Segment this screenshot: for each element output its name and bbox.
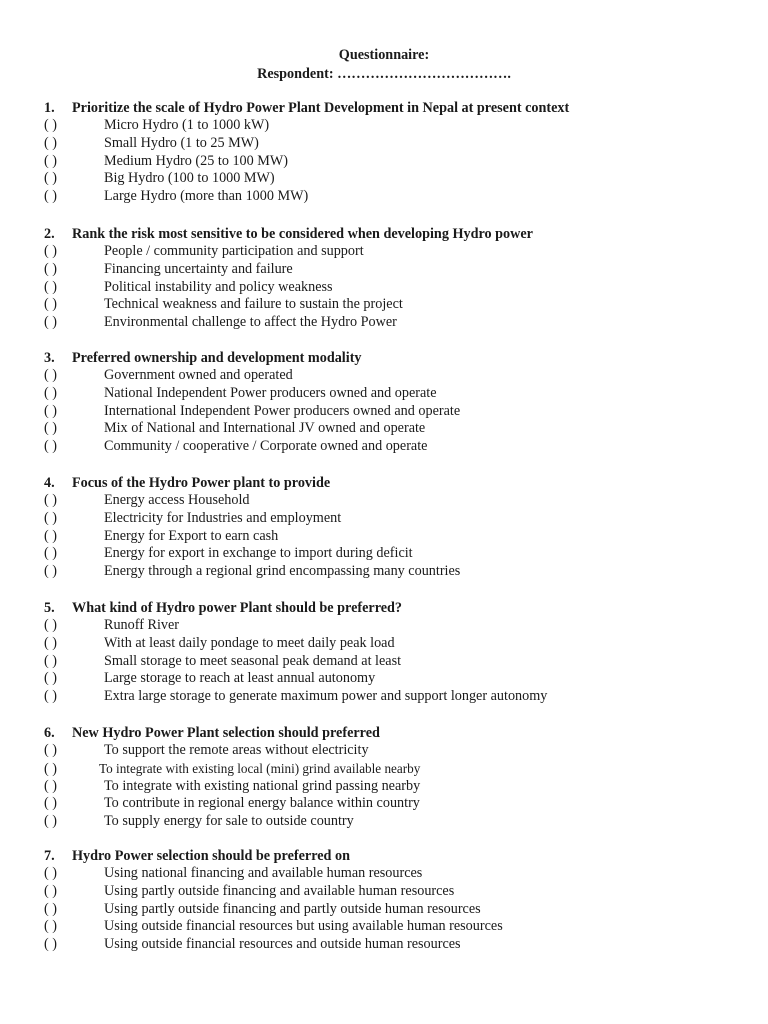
question-title bbox=[44, 599, 744, 617]
document-title: Questionnaire: bbox=[338, 47, 430, 63]
question-5 bbox=[44, 599, 744, 706]
option-row bbox=[44, 279, 744, 297]
option-checkbox[interactable]: ( ) bbox=[44, 314, 57, 330]
option-label: Energy access Household bbox=[104, 492, 250, 508]
question-number: 4. bbox=[44, 475, 55, 491]
option-row bbox=[44, 883, 744, 901]
question-number: 6. bbox=[44, 725, 55, 741]
option-label: Large storage to reach at least annual autonomy bbox=[104, 670, 376, 687]
option-label: People / community participation and support bbox=[104, 243, 364, 259]
option-row bbox=[44, 153, 744, 171]
option-checkbox[interactable]: ( ) bbox=[44, 936, 57, 952]
option-label: Big Hydro (100 to 1000 MW) bbox=[104, 170, 275, 187]
option-label: Government owned and operated bbox=[104, 367, 293, 383]
option-row bbox=[44, 617, 744, 635]
option-checkbox[interactable]: ( ) bbox=[44, 670, 57, 687]
option-row bbox=[44, 510, 744, 528]
option-label: Technical weakness and failure to sustain the project bbox=[104, 296, 403, 313]
option-label: To support the remote areas without electricity bbox=[104, 742, 369, 758]
option-label: Energy for export in exchange to import during deficit bbox=[104, 545, 413, 562]
question-number: 2. bbox=[44, 226, 55, 242]
question-text: Hydro Power selection should be preferred on bbox=[72, 848, 350, 864]
option-checkbox[interactable]: ( ) bbox=[44, 278, 57, 295]
question-text: Focus of the Hydro Power plant to provide bbox=[72, 475, 331, 491]
option-checkbox[interactable]: ( ) bbox=[44, 170, 57, 187]
option-row bbox=[44, 936, 744, 954]
question-title bbox=[44, 847, 744, 865]
option-checkbox[interactable]: ( ) bbox=[44, 617, 57, 633]
question-text: Preferred ownership and development modality bbox=[72, 350, 362, 366]
option-label: Extra large storage to generate maximum power and support longer autonomy bbox=[104, 688, 548, 704]
option-checkbox[interactable]: ( ) bbox=[44, 402, 57, 419]
option-checkbox[interactable]: ( ) bbox=[44, 384, 57, 401]
option-row bbox=[44, 545, 744, 563]
option-checkbox[interactable]: ( ) bbox=[44, 563, 57, 579]
option-row bbox=[44, 243, 744, 261]
question-text: New Hydro Power Plant selection should preferred bbox=[72, 725, 380, 741]
question-title bbox=[44, 349, 744, 367]
option-checkbox[interactable]: ( ) bbox=[44, 545, 57, 562]
option-row bbox=[44, 438, 744, 456]
option-row bbox=[44, 901, 744, 919]
question-text: What kind of Hydro power Plant should be preferred? bbox=[72, 600, 403, 616]
option-label: Using outside financial resources and outside human resources bbox=[104, 936, 461, 952]
option-label: Environmental challenge to affect the Hydro Power bbox=[104, 314, 397, 330]
option-row bbox=[44, 742, 744, 760]
option-row bbox=[44, 188, 744, 206]
option-row bbox=[44, 261, 744, 279]
option-checkbox[interactable]: ( ) bbox=[44, 777, 57, 794]
option-label: With at least daily pondage to meet daily peak load bbox=[104, 634, 395, 651]
option-row bbox=[44, 528, 744, 546]
question-7 bbox=[44, 847, 744, 954]
option-checkbox[interactable]: ( ) bbox=[44, 882, 57, 899]
question-1 bbox=[44, 99, 744, 206]
document-header bbox=[0, 46, 768, 84]
option-row bbox=[44, 813, 744, 831]
question-title bbox=[44, 724, 744, 742]
option-row bbox=[44, 865, 744, 883]
option-checkbox[interactable]: ( ) bbox=[44, 438, 57, 454]
option-row bbox=[44, 760, 744, 778]
respondent-label: Respondent: bbox=[257, 66, 334, 82]
option-row bbox=[44, 492, 744, 510]
option-label: Using outside financial resources but using available human resources bbox=[104, 918, 503, 935]
option-label: Community / cooperative / Corporate owned and operate bbox=[104, 438, 428, 454]
option-label: Small storage to meet seasonal peak demand at least bbox=[104, 652, 402, 669]
respondent-line bbox=[0, 65, 768, 84]
option-row bbox=[44, 795, 744, 813]
option-row bbox=[44, 403, 744, 421]
option-row bbox=[44, 635, 744, 653]
option-label: Using partly outside financing and partly outside human resources bbox=[104, 900, 481, 917]
option-checkbox[interactable]: ( ) bbox=[44, 152, 57, 169]
option-row bbox=[44, 385, 744, 403]
option-label: Micro Hydro (1 to 1000 kW) bbox=[104, 117, 270, 133]
option-checkbox[interactable]: ( ) bbox=[44, 367, 57, 383]
question-number: 1. bbox=[44, 100, 55, 116]
option-row bbox=[44, 778, 744, 796]
option-checkbox[interactable]: ( ) bbox=[44, 760, 57, 777]
option-checkbox[interactable]: ( ) bbox=[44, 260, 57, 277]
option-label: To integrate with existing local (mini) grind available nearby bbox=[99, 760, 421, 776]
option-checkbox[interactable]: ( ) bbox=[44, 865, 57, 881]
option-label: Financing uncertainty and failure bbox=[104, 260, 293, 277]
option-checkbox[interactable]: ( ) bbox=[44, 492, 57, 508]
option-row bbox=[44, 563, 744, 581]
option-row bbox=[44, 420, 744, 438]
option-row bbox=[44, 314, 744, 332]
question-title bbox=[44, 99, 744, 117]
respondent-blank: ………………………………. bbox=[337, 66, 511, 82]
option-label: Using partly outside financing and available human resources bbox=[104, 882, 455, 899]
question-title bbox=[44, 474, 744, 492]
option-checkbox[interactable]: ( ) bbox=[44, 900, 57, 917]
question-text: Prioritize the scale of Hydro Power Plant Development in Nepal at present context bbox=[72, 100, 570, 116]
question-4 bbox=[44, 474, 744, 581]
option-label: To supply energy for sale to outside country bbox=[104, 813, 354, 829]
option-row bbox=[44, 170, 744, 188]
option-label: Energy through a regional grind encompassing many countries bbox=[104, 563, 461, 579]
option-row bbox=[44, 135, 744, 153]
option-checkbox[interactable]: ( ) bbox=[44, 813, 57, 829]
question-2 bbox=[44, 225, 744, 332]
option-label: Electricity for Industries and employment bbox=[104, 509, 342, 526]
option-label: Large Hydro (more than 1000 MW) bbox=[104, 188, 309, 204]
option-row bbox=[44, 296, 744, 314]
option-row bbox=[44, 653, 744, 671]
question-number: 7. bbox=[44, 848, 55, 864]
option-label: To contribute in regional energy balance within country bbox=[104, 795, 420, 812]
option-checkbox[interactable]: ( ) bbox=[44, 243, 57, 259]
option-row bbox=[44, 117, 744, 135]
question-text: Rank the risk most sensitive to be considered when developing Hydro power bbox=[72, 226, 533, 242]
option-checkbox[interactable]: ( ) bbox=[44, 652, 57, 669]
option-checkbox[interactable]: ( ) bbox=[44, 134, 57, 151]
option-label: Small Hydro (1 to 25 MW) bbox=[104, 134, 259, 151]
option-checkbox[interactable]: ( ) bbox=[44, 918, 57, 935]
option-label: International Independent Power producers owned and operate bbox=[104, 402, 461, 419]
option-checkbox[interactable]: ( ) bbox=[44, 634, 57, 651]
option-checkbox[interactable]: ( ) bbox=[44, 742, 57, 758]
option-label: To integrate with existing national grind passing nearby bbox=[104, 777, 421, 794]
question-6 bbox=[44, 724, 744, 831]
question-3 bbox=[44, 349, 744, 456]
option-row bbox=[44, 367, 744, 385]
option-label: Using national financing and available human resources bbox=[104, 865, 423, 881]
option-label: Runoff River bbox=[104, 617, 180, 633]
option-label: Energy for Export to earn cash bbox=[104, 527, 279, 544]
option-label: Medium Hydro (25 to 100 MW) bbox=[104, 152, 289, 169]
option-label: Mix of National and International JV owned and operate bbox=[104, 420, 426, 437]
option-checkbox[interactable]: ( ) bbox=[44, 509, 57, 526]
question-title bbox=[44, 225, 744, 243]
option-checkbox[interactable]: ( ) bbox=[44, 795, 57, 812]
option-checkbox[interactable]: ( ) bbox=[44, 188, 57, 204]
option-label: National Independent Power producers owned and operate bbox=[104, 384, 437, 401]
option-row bbox=[44, 670, 744, 688]
option-row bbox=[44, 688, 744, 706]
option-checkbox[interactable]: ( ) bbox=[44, 527, 57, 544]
question-number: 5. bbox=[44, 600, 55, 616]
option-row bbox=[44, 918, 744, 936]
option-checkbox[interactable]: ( ) bbox=[44, 420, 57, 437]
option-checkbox[interactable]: ( ) bbox=[44, 117, 57, 133]
option-checkbox[interactable]: ( ) bbox=[44, 296, 57, 313]
option-label: Political instability and policy weakness bbox=[104, 278, 333, 295]
option-checkbox[interactable]: ( ) bbox=[44, 688, 57, 704]
question-number: 3. bbox=[44, 350, 55, 366]
